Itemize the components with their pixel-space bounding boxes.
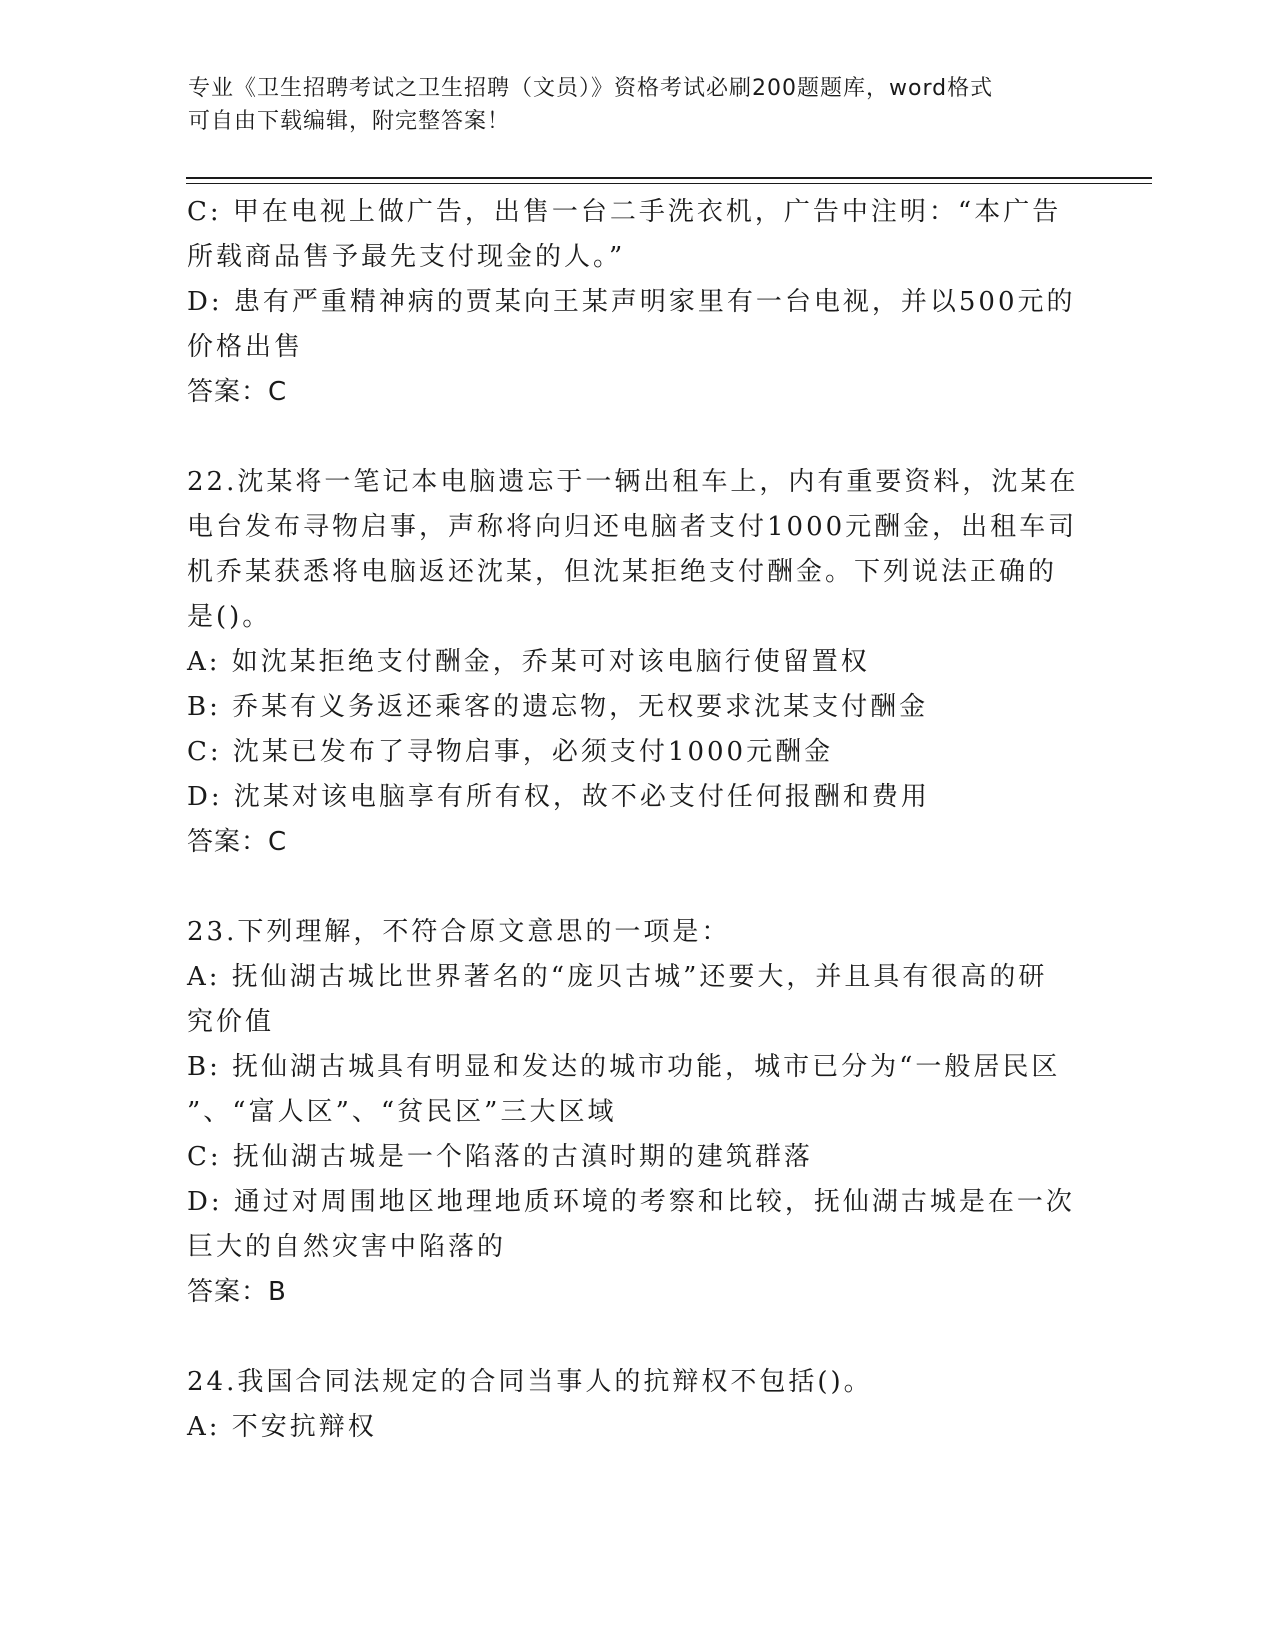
page-header: [188, 72, 1068, 138]
question-23: [187, 910, 1087, 1315]
question-stem-line-2: 电台发布寻物启事，声称将向归还电脑者支付1000元酬金，出租车司: [187, 512, 1078, 542]
header-rule-thin: [186, 183, 1152, 184]
option-d-line-2: 巨大的自然灾害中陷落的: [187, 1232, 507, 1262]
question-24: [187, 1360, 1087, 1450]
option-b-line-1: B: 抚仙湖古城具有明显和发达的城市功能，城市已分为“一般居民区: [187, 1052, 1061, 1082]
question-stem-line-1: 22.沈某将一笔记本电脑遗忘于一辆出租车上，内有重要资料，沈某在: [187, 467, 1079, 497]
option-c-line-1: C: 甲在电视上做广告，出售一台二手洗衣机，广告中注明：“本广告: [187, 197, 1062, 227]
option-a-line-1: A: 抚仙湖古城比世界著名的“庞贝古城”还要大，并且具有很高的研: [187, 962, 1048, 992]
question-21-tail: [187, 190, 1087, 415]
option-c: C: 抚仙湖古城是一个陷落的古滇时期的建筑群落: [187, 1142, 813, 1172]
answer-line: 答案：B: [187, 1277, 287, 1307]
question-stem-line-1: 24.我国合同法规定的合同当事人的抗辩权不包括()。: [187, 1367, 873, 1397]
header-rule-thick: [186, 177, 1152, 179]
option-d-line-1: D: 患有严重精神病的贾某向王某声明家里有一台电视，并以500元的: [187, 287, 1076, 317]
option-b-line-2: ”、“富人区”、“贫民区”三大区域: [187, 1097, 617, 1127]
question-22: [187, 460, 1087, 865]
question-content: [187, 190, 1087, 1450]
header-line-2: 可自由下载编辑，附完整答案！: [188, 109, 511, 134]
option-a: A: 不安抗辩权: [187, 1412, 377, 1442]
header-line-1: 专业《卫生招聘考试之卫生招聘（文员）》资格考试必刷200题题库，word格式: [188, 76, 994, 101]
question-gap: [187, 865, 1087, 910]
option-d-line-1: D: 通过对周围地区地理地质环境的考察和比较，抚仙湖古城是在一次: [187, 1187, 1075, 1217]
option-c: C: 沈某已发布了寻物启事，必须支付1000元酬金: [187, 737, 834, 767]
answer-line: 答案：C: [187, 377, 288, 407]
question-stem-line-4: 是()。: [187, 602, 272, 632]
option-c-line-2: 所载商品售予最先支付现金的人。”: [187, 242, 626, 272]
question-gap: [187, 415, 1087, 460]
option-a-line-2: 究价值: [187, 1007, 275, 1037]
question-stem-line-3: 机乔某获悉将电脑返还沈某，但沈某拒绝支付酬金。下列说法正确的: [187, 557, 1058, 587]
option-d-line-2: 价格出售: [187, 332, 304, 362]
question-stem-line-1: 23.下列理解，不符合原文意思的一项是：: [187, 917, 731, 947]
option-a: A: 如沈某拒绝支付酬金，乔某可对该电脑行使留置权: [187, 647, 870, 677]
option-d: D: 沈某对该电脑享有所有权，故不必支付任何报酬和费用: [187, 782, 930, 812]
question-gap: [187, 1315, 1087, 1360]
answer-line: 答案：C: [187, 827, 288, 857]
option-b: B: 乔某有义务返还乘客的遗忘物，无权要求沈某支付酬金: [187, 692, 929, 722]
